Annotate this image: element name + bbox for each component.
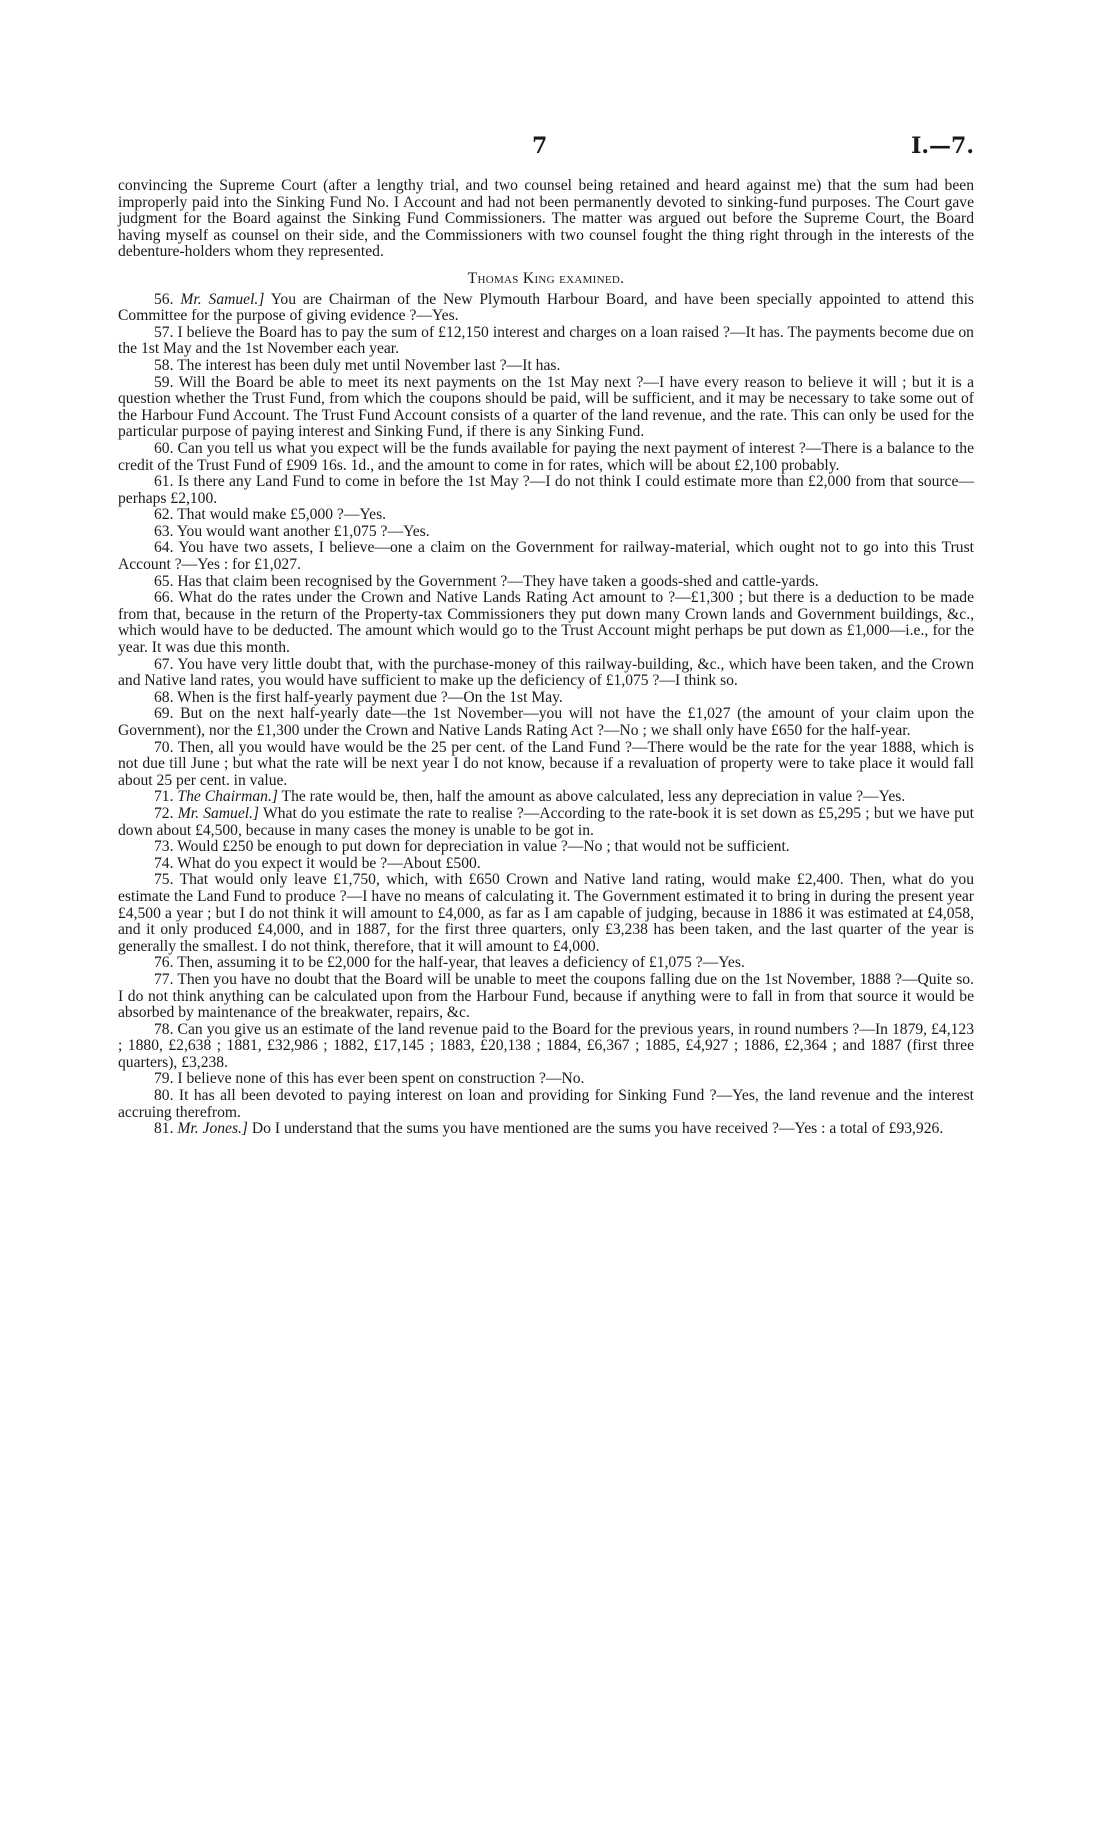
entry-number: 63.: [154, 522, 174, 540]
body-text: [118, 178, 974, 1138]
evidence-entry: [118, 740, 974, 790]
evidence-entry: [118, 524, 974, 541]
speaker-label: Mr. Jones.]: [177, 1120, 249, 1138]
document-code: I.—7.: [911, 133, 974, 159]
section-heading: Thomas King examined.: [467, 269, 625, 287]
evidence-entry: [118, 540, 974, 573]
evidence-entry: [118, 375, 974, 441]
entry-number: 60.: [154, 439, 174, 457]
evidence-entry: [118, 872, 974, 955]
entry-number: 74.: [154, 854, 174, 872]
entry-text: You are Chairman of the New Plymouth Harbour Board, and have been specially appointed to attend this Committee for the purpose of giving evidence ?—Yes.: [118, 290, 975, 325]
entry-text: Do I understand that the sums you have mentioned are the sums you have received ?—Yes : a total of £93,926.: [248, 1120, 944, 1138]
speaker-label: Mr. Samuel.]: [177, 804, 260, 822]
evidence-entry: [118, 856, 974, 873]
page-number: 7: [532, 133, 548, 159]
evidence-entry: [118, 590, 974, 656]
entry-number: 69.: [154, 705, 174, 723]
entry-number: 77.: [154, 970, 174, 988]
entry-text: Will the Board be able to meet its next payments on the 1st May next ?—I have every reason to believe it will ; but it is a question whether the Trust Fund, from which the coupons should be paid, will be sufficient, and it may be necessary to take some out of the Harbour Fund Account. The Trust Fund Account consists of a quarter of the land revenue, and the rate. This can only be used for the particular purpose of paying interest and Sinking Fund, if there is any Sinking Fund.: [118, 373, 974, 441]
entry-number: 56.: [154, 290, 174, 308]
entry-number: 58.: [154, 356, 174, 374]
page-header: [118, 133, 974, 167]
entry-number: 65.: [154, 572, 174, 590]
evidence-entry: [118, 507, 974, 524]
entry-text: Then, all you would have would be the 25 per cent. of the Land Fund ?—There would be the rate for the year 1888, which is not due till June ; but what the rate will be next year I do not know, because if a revaluation of property were to take place it would fall about 25 per cent. in value.: [118, 738, 974, 789]
evidence-entry: [118, 1071, 974, 1088]
entry-number: 75.: [154, 871, 174, 889]
entry-text: Has that claim been recognised by the Government ?—They have taken a goods-shed and cattle-yards.: [177, 572, 819, 590]
evidence-entry: [118, 1022, 974, 1072]
entry-text: That would make £5,000 ?—Yes.: [177, 506, 387, 524]
evidence-entry: [118, 806, 974, 839]
evidence-entry: [118, 441, 974, 474]
entry-number: 76.: [154, 954, 174, 972]
entry-number: 79.: [154, 1070, 174, 1088]
entry-number: 68.: [154, 688, 174, 706]
entry-text: Is there any Land Fund to come in before the 1st May ?—I do not think I could estimate more than £2,000 from that source—perhaps £2,100.: [118, 473, 974, 507]
entry-text: I believe none of this has ever been spent on construction ?—No.: [177, 1070, 585, 1088]
entry-number: 72.: [154, 804, 174, 822]
entry-text: You have very little doubt that, with the purchase-money of this railway-building, &c., which have been taken, and the Crown and Native land rates, you would have sufficient to make up the deficiency of £1,075 ?—I think so.: [118, 655, 975, 690]
entry-text: But on the next half-yearly date—the 1st November—you will not have the £1,027 (the amount of your claim upon the Government), nor the £1,300 under the Crown and Native Lands Rating Act ?—No ; we shall only have £650 for the half-year.: [118, 705, 974, 739]
evidence-entry: [118, 325, 974, 358]
evidence-entry: [118, 657, 974, 690]
entry-text: Would £250 be enough to put down for depreciation in value ?—No ; that would not be sufficient.: [177, 838, 790, 856]
entry-number: 64.: [154, 539, 174, 557]
evidence-entry: [118, 690, 974, 707]
evidence-entry: [118, 358, 974, 375]
speaker-label: Mr. Samuel.]: [180, 290, 265, 308]
intro-paragraph: convincing the Supreme Court (after a lengthy trial, and two counsel being retained and heard against me) that the sum had been improperly paid into the Sinking Fund No. I Account and had not been permanently devoted to sinking-fund purposes. The Court gave judgment for the Board against the Sinking Fund Commissioners. The matter was argued out before the Supreme Court, the Board having myself as counsel on their side, and the Commissioners with two counsel fought the thing right through in the interests of the debenture-holders whom they represented.: [118, 177, 974, 261]
speaker-label: The Chairman.]: [177, 788, 278, 806]
evidence-entry: [118, 706, 974, 739]
evidence-entry: [118, 474, 974, 507]
entry-number: 70.: [154, 738, 174, 756]
evidence-entry: [118, 955, 974, 972]
evidence-entry: [118, 972, 974, 1022]
entry-number: 66.: [154, 589, 174, 607]
entry-text: The interest has been duly met until November last ?—It has.: [177, 356, 561, 374]
entry-number: 59.: [154, 373, 174, 391]
entry-text: When is the first half-yearly payment due ?—On the 1st May.: [177, 688, 563, 706]
evidence-entry: [118, 839, 974, 856]
entry-number: 80.: [154, 1087, 174, 1105]
entry-number: 78.: [154, 1020, 174, 1038]
entry-text: Then you have no doubt that the Board will be unable to meet the coupons falling due on the 1st November, 1888 ?—Quite so. I do not think anything can be calculated upon from the Harbour Fund, because if anything were to fall in from that source it would be absorbed by maintenance of the breakwater, repairs, &c.: [118, 970, 974, 1022]
entry-text: What do you estimate the rate to realise ?—According to the rate-book it is set down as £5,295 ; but we have put down about £4,500, because in many cases the money is unable to be got in.: [118, 804, 975, 839]
entry-text: Then, assuming it to be £2,000 for the half-year, that leaves a deficiency of £1,075 ?—Yes.: [177, 954, 745, 972]
entry-text: What do you expect it would be ?—About £500.: [177, 854, 481, 872]
evidence-entry: [118, 574, 974, 591]
evidence-entry: [118, 789, 974, 806]
entry-number: 71.: [154, 788, 174, 806]
entry-number: 81.: [154, 1120, 174, 1138]
entry-text: Can you give us an estimate of the land revenue paid to the Board for the previous years, in round numbers ?—In 1879, £4,123 ; 1880, £2,638 ; 1881, £32,986 ; 1882, £17,145 ; 1883, £20,138 ; 1884, £6,367 ; 1885, £4,927 ; 1886, £2,364 ; and 1887 (first three quarters), £3,238.: [118, 1020, 975, 1071]
entry-text: It has all been devoted to paying interest on loan and providing for Sinking Fund ?—Yes, the land revenue and the interest accruing therefrom.: [118, 1087, 974, 1121]
evidence-entry: [118, 1121, 974, 1138]
entry-text: What do the rates under the Crown and Native Lands Rating Act amount to ?—£1,300 ; but there is a deduction to be made from that, because in the return of the Property-tax Commissioners they put down many Crown lands and Government buildings, &c., which would have to be deducted. The amount which would go to the Trust Account might perhaps be put down as £1,000—i.e., for the year. It was due this month.: [118, 589, 974, 657]
entry-text: Can you tell us what you expect will be the funds available for paying the next payment of interest ?—There is a balance to the credit of the Trust Fund of £909 16s. 1d., and the amount to come in for rates, which will be about £2,100 probably.: [118, 439, 974, 474]
entry-text: The rate would be, then, half the amount as above calculated, less any depreciation in value ?—Yes.: [277, 788, 906, 806]
entry-text: That would only leave £1,750, which, with £650 Crown and Native land rating, would make £2,400. Then, what do you estimate the Land Fund to produce ?—I have no means of calculating it. The Government estimated it to bring in during the present year £4,500 a year ; but I do not think it will amount to £4,000, as far as I am capable of judging, because in 1886 it was estimated at £4,058, and it only produced £4,000, and in 1887, for the first three quarters, only £3,238 has been taken, and the last quarter of the year is generally the smallest. I do not think, therefore, that it will amount to £4,000.: [118, 871, 974, 955]
entry-number: 67.: [154, 655, 174, 673]
evidence-entries: [118, 292, 974, 1138]
entry-text: You would want another £1,075 ?—Yes.: [176, 522, 430, 540]
evidence-entry: [118, 1088, 974, 1121]
entry-number: 57.: [154, 323, 174, 341]
entry-text: I believe the Board has to pay the sum of £12,150 interest and charges on a loan raised ?—It has. The payments become due on the 1st May and the 1st November each year.: [118, 323, 974, 358]
entry-number: 73.: [154, 838, 174, 856]
evidence-entry: [118, 292, 974, 325]
entry-text: You have two assets, I believe—one a claim on the Government for railway-material, which ought not to go into this Trust Account ?—Yes : for £1,027.: [118, 539, 975, 574]
entry-number: 61.: [154, 473, 174, 491]
entry-number: 62.: [154, 506, 174, 524]
